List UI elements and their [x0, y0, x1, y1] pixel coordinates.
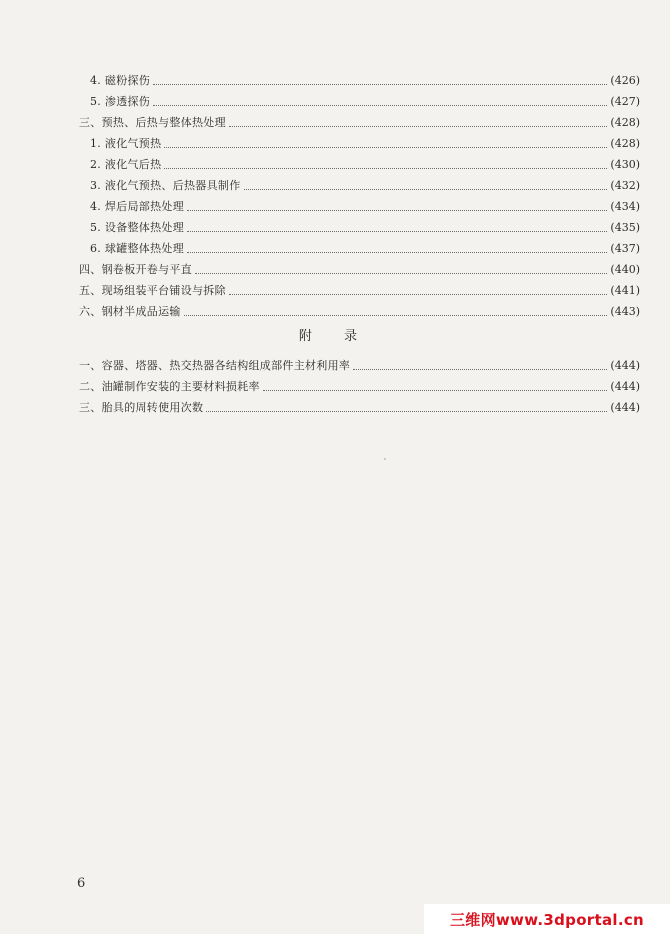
toc-entry-title: 一、容器、塔器、热交热器各结构组成部件主材利用率	[79, 359, 351, 372]
dot-leader	[153, 104, 607, 106]
toc-entry	[90, 217, 640, 235]
toc-entry-title: 二、油罐制作安装的主要材料损耗率	[79, 380, 260, 393]
toc-entry-title: 3. 液化气预热、后热器具制作	[90, 179, 241, 192]
toc-entry-page: (428)	[610, 137, 640, 150]
dot-leader	[195, 272, 607, 274]
toc-entry-title: 4. 焊后局部热处理	[90, 200, 184, 213]
toc-entry	[90, 196, 640, 214]
toc-entry-page: (444)	[610, 380, 640, 393]
site-watermark: 三维网www.3dportal.cn	[424, 904, 670, 934]
toc-entry-page: (441)	[610, 284, 640, 297]
toc-entry-page: (432)	[610, 179, 640, 192]
toc-entry-title: 5. 渗透探伤	[90, 95, 151, 108]
toc-entry-page: (443)	[610, 305, 640, 318]
toc-entry-page: (434)	[610, 200, 640, 213]
toc-entry-page: (437)	[610, 242, 640, 255]
appendix-heading: 附 录	[298, 329, 372, 344]
toc-entry-title: 三、预热、后热与整体热处理	[79, 116, 226, 129]
toc-entry	[79, 280, 640, 298]
toc-entry-title: 五、现场组装平台铺设与拆除	[79, 284, 226, 297]
toc-entry-title: 5. 设备整体热处理	[90, 221, 184, 234]
toc-entry-page: (430)	[610, 158, 640, 171]
toc-entry-title: 三、胎具的周转使用次数	[79, 401, 204, 414]
toc-entry	[79, 376, 640, 394]
dot-leader	[229, 293, 608, 295]
dot-leader	[187, 230, 607, 232]
page-number: 6	[77, 876, 86, 891]
toc-entry-page: (435)	[610, 221, 640, 234]
toc-entry-page: (444)	[610, 359, 640, 372]
toc-entry-page: (444)	[610, 401, 640, 414]
dot-leader	[206, 410, 607, 412]
toc-entry	[79, 301, 640, 319]
toc-entry-page: (426)	[610, 74, 640, 87]
dot-leader	[353, 368, 607, 370]
dot-leader	[153, 83, 607, 85]
dot-leader	[187, 251, 607, 253]
toc-entry-title: 1. 液化气预热	[90, 137, 162, 150]
toc-entry-page: (440)	[610, 263, 640, 276]
toc-entry-page: (427)	[610, 95, 640, 108]
toc-entry	[79, 397, 640, 415]
dot-leader	[244, 188, 608, 190]
toc-entry-title: 4. 磁粉探伤	[90, 74, 151, 87]
toc-entry-title: 2. 液化气后热	[90, 158, 162, 171]
dot-leader	[187, 209, 607, 211]
toc-entry	[90, 175, 640, 193]
scan-speck	[384, 458, 386, 460]
toc-entry-title: 四、钢卷板开卷与平直	[79, 263, 192, 276]
dot-leader	[164, 167, 607, 169]
toc-entry	[90, 133, 640, 151]
toc-entry	[90, 91, 640, 109]
dot-leader	[229, 125, 608, 127]
toc-entry	[90, 154, 640, 172]
toc-entry	[79, 112, 640, 130]
toc-entry-title: 6. 球罐整体热处理	[90, 242, 184, 255]
toc-entry-page: (428)	[610, 116, 640, 129]
toc-entry	[79, 355, 640, 373]
toc-entry-title: 六、钢材半成品运输	[79, 305, 181, 318]
toc-entry	[90, 238, 640, 256]
dot-leader	[263, 389, 608, 391]
dot-leader	[164, 146, 607, 148]
dot-leader	[184, 314, 608, 316]
toc-entry	[79, 259, 640, 277]
toc-entry	[90, 70, 640, 88]
